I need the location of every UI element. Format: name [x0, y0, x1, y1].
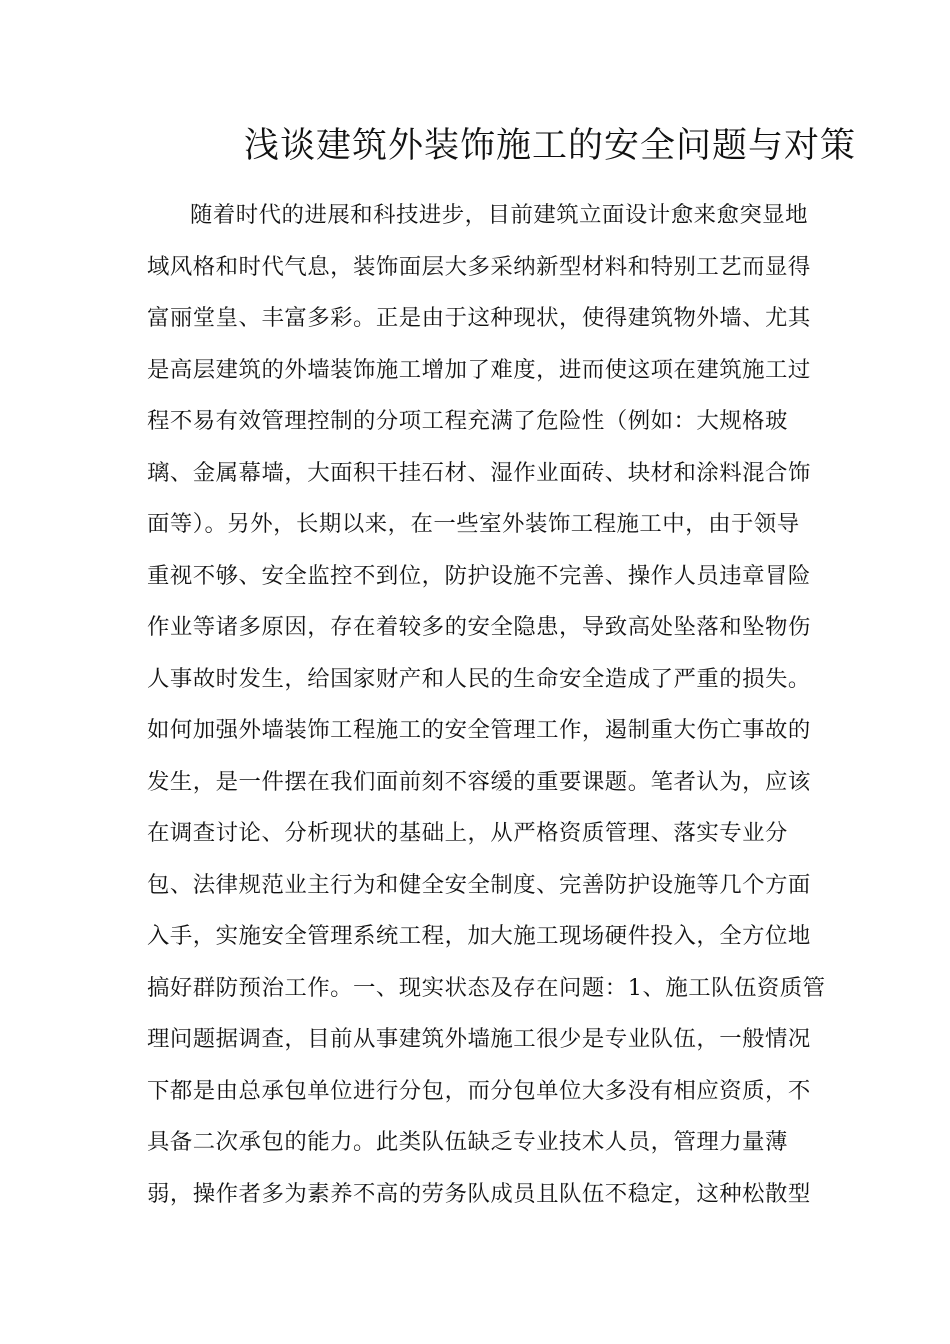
- paragraph-line: 搞好群防预治工作。一、现实状态及存在问题：1、施工队伍资质管: [147, 974, 826, 1001]
- paragraph-line: 如何加强外墙装饰工程施工的安全管理工作，遏制重大伤亡事故的: [147, 717, 811, 743]
- paragraph-line: 随着时代的进展和科技进步，目前建筑立面设计愈来愈突显地: [190, 202, 809, 228]
- paragraph-line: 作业等诸多原因，存在着较多的安全隐患，导致高处坠落和坠物伤: [147, 614, 811, 640]
- paragraph-line: 面等）。另外，长期以来，在一些室外装饰工程施工中，由于领导: [147, 511, 800, 537]
- paragraph-line: 理问题据调查，目前从事建筑外墙施工很少是专业队伍，一般情况: [147, 1026, 811, 1052]
- paragraph-line: 弱，操作者多为素养不高的劳务队成员且队伍不稳定，这种松散型: [147, 1180, 811, 1207]
- paragraph-line: 人事故时发生，给国家财产和人民的生命安全造成了严重的损失。: [147, 665, 811, 692]
- document-title: 浅谈建筑外装饰施工的安全问题与对策: [243, 126, 856, 166]
- paragraph-line: 富丽堂皇、丰富多彩。正是由于这种现状，使得建筑物外墙、尤其: [147, 305, 811, 331]
- paragraph-line: 是高层建筑的外墙装饰施工增加了难度，进而使这项在建筑施工过: [147, 356, 811, 383]
- paragraph-line: 程不易有效管理控制的分项工程充满了危险性（例如：大规格玻: [147, 408, 788, 434]
- paragraph-line: 发生，是一件摆在我们面前刻不容缓的重要课题。笔者认为，应该: [147, 768, 811, 795]
- paragraph-line: 下都是由总承包单位进行分包，而分包单位大多没有相应资质，不: [147, 1077, 811, 1104]
- paragraph-line: 域风格和时代气息，装饰面层大多采纳新型材料和特别工艺而显得: [147, 253, 811, 280]
- paragraph-line: 具备二次承包的能力。此类队伍缺乏专业技术人员，管理力量薄: [147, 1129, 788, 1155]
- paragraph-line: 入手，实施安全管理系统工程，加大施工现场硬件投入，全方位地: [147, 923, 811, 949]
- paragraph-line: 重视不够、安全监控不到位，防护设施不完善、操作人员违章冒险: [147, 562, 811, 589]
- paragraph-line: 在调查讨论、分析现状的基础上，从严格资质管理、落实专业分: [147, 820, 788, 846]
- paragraph-line: 包、法律规范业主行为和健全安全制度、完善防护设施等几个方面: [147, 871, 811, 898]
- paragraph-line: 璃、金属幕墙，大面积干挂石材、湿作业面砖、块材和涂料混合饰: [147, 459, 811, 486]
